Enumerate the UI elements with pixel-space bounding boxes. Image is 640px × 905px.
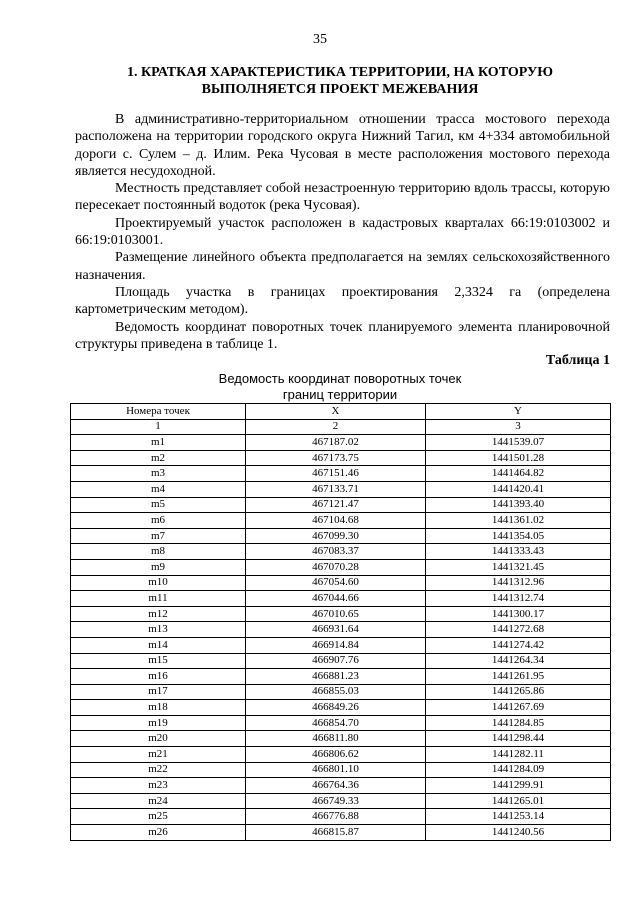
point-number-cell: m24 xyxy=(71,793,246,809)
table-column-numbering-row xyxy=(71,419,611,435)
point-number-cell: m10 xyxy=(71,575,246,591)
column-number-3: 3 xyxy=(426,419,611,435)
point-number-cell: m9 xyxy=(71,559,246,575)
table-row xyxy=(71,747,611,763)
y-coordinate-cell: 1441361.02 xyxy=(426,513,611,529)
x-coordinate-cell: 466881.23 xyxy=(246,669,426,685)
paragraph-land-use: Размещение линейного объекта предполагается на землях сельскохозяйственного назначения. xyxy=(75,250,610,283)
y-coordinate-cell: 1441261.95 xyxy=(426,669,611,685)
table-row xyxy=(71,481,611,497)
table-row xyxy=(71,591,611,607)
y-coordinate-cell: 1441321.45 xyxy=(426,559,611,575)
y-coordinate-cell: 1441272.68 xyxy=(426,622,611,638)
y-coordinate-cell: 1441312.74 xyxy=(426,591,611,607)
x-coordinate-cell: 467010.65 xyxy=(246,606,426,622)
table-row xyxy=(71,809,611,825)
y-coordinate-cell: 1441274.42 xyxy=(426,637,611,653)
x-coordinate-cell: 467151.46 xyxy=(246,466,426,482)
column-number-2: 2 xyxy=(246,419,426,435)
x-coordinate-cell: 467083.37 xyxy=(246,544,426,560)
point-number-cell: m13 xyxy=(71,622,246,638)
header-y: Y xyxy=(426,404,611,420)
coordinates-table xyxy=(70,403,611,841)
point-number-cell: m20 xyxy=(71,731,246,747)
y-coordinate-cell: 1441539.07 xyxy=(426,435,611,451)
table-row xyxy=(71,731,611,747)
table-caption-line-2: границ территории xyxy=(282,386,398,402)
y-coordinate-cell: 1441264.34 xyxy=(426,653,611,669)
paragraph-area: Площадь участка в границах проектирования 2,3324 га (определена картометрическим методом). xyxy=(75,284,610,318)
column-number-1: 1 xyxy=(71,419,246,435)
table-label: Таблица 1 xyxy=(545,353,610,368)
table-row xyxy=(71,466,611,482)
x-coordinate-cell: 466849.26 xyxy=(246,700,426,716)
point-number-cell: m1 xyxy=(71,435,246,451)
point-number-cell: m8 xyxy=(71,544,246,560)
x-coordinate-cell: 467044.66 xyxy=(246,591,426,607)
x-coordinate-cell: 466855.03 xyxy=(246,684,426,700)
y-coordinate-cell: 1441312.96 xyxy=(426,575,611,591)
y-coordinate-cell: 1441333.43 xyxy=(426,544,611,560)
paragraph-terrain: Местность представляет собой незастроенную территорию вдоль трассы, которую пересекает постоянный водоток (река Чусовая). xyxy=(75,181,610,214)
point-number-cell: m4 xyxy=(71,481,246,497)
point-number-cell: m6 xyxy=(71,513,246,529)
x-coordinate-cell: 466907.76 xyxy=(246,653,426,669)
section-heading-line-1: 1. КРАТКАЯ ХАРАКТЕРИСТИКА ТЕРРИТОРИИ, НА КОТОРУЮ xyxy=(127,65,553,80)
point-number-cell: m19 xyxy=(71,715,246,731)
y-coordinate-cell: 1441265.01 xyxy=(426,793,611,809)
table-row xyxy=(71,528,611,544)
point-number-cell: m11 xyxy=(71,591,246,607)
table-row xyxy=(71,762,611,778)
point-number-cell: m12 xyxy=(71,606,246,622)
paragraph-cadastral: Проектируемый участок расположен в кадастровых кварталах 66:19:0103002 и 66:19:0103001. xyxy=(75,215,610,249)
point-number-cell: m17 xyxy=(71,684,246,700)
point-number-cell: m14 xyxy=(71,637,246,653)
table-body xyxy=(71,435,611,840)
point-number-cell: m22 xyxy=(71,762,246,778)
point-number-cell: m16 xyxy=(71,669,246,685)
x-coordinate-cell: 467104.68 xyxy=(246,513,426,529)
x-coordinate-cell: 467099.30 xyxy=(246,528,426,544)
table-row xyxy=(71,435,611,451)
body-text xyxy=(75,111,610,353)
section-heading xyxy=(70,64,610,98)
y-coordinate-cell: 1441253.14 xyxy=(426,809,611,825)
x-coordinate-cell: 466801.10 xyxy=(246,762,426,778)
table-row xyxy=(71,715,611,731)
y-coordinate-cell: 1441300.17 xyxy=(426,606,611,622)
table-row xyxy=(71,559,611,575)
header-point-number: Номера точек xyxy=(71,404,246,420)
table-row xyxy=(71,653,611,669)
y-coordinate-cell: 1441420.41 xyxy=(426,481,611,497)
table-row xyxy=(71,544,611,560)
y-coordinate-cell: 1441501.28 xyxy=(426,450,611,466)
point-number-cell: m7 xyxy=(71,528,246,544)
y-coordinate-cell: 1441267.69 xyxy=(426,700,611,716)
x-coordinate-cell: 466806.62 xyxy=(246,747,426,763)
paragraph-location: В административно-территориальном отношении трасса мостового перехода расположена на территории городского округа Нижний Тагил, км 4+334 автомобильной дороги с. Сулем – д. Илим. Река Чусовая в месте расположения мостового перехода является несудоходной. xyxy=(75,112,610,179)
table-row xyxy=(71,450,611,466)
y-coordinate-cell: 1441393.40 xyxy=(426,497,611,513)
table-caption xyxy=(70,371,610,402)
point-number-cell: m15 xyxy=(71,653,246,669)
table-header-row xyxy=(71,404,611,420)
x-coordinate-cell: 467054.60 xyxy=(246,575,426,591)
y-coordinate-cell: 1441282.11 xyxy=(426,747,611,763)
point-number-cell: m26 xyxy=(71,825,246,841)
y-coordinate-cell: 1441298.44 xyxy=(426,731,611,747)
table-row xyxy=(71,513,611,529)
point-number-cell: m25 xyxy=(71,809,246,825)
table-row xyxy=(71,684,611,700)
paragraph-table-reference: Ведомость координат поворотных точек планируемого элемента планировочной структуры приведена в таблице 1. xyxy=(75,319,610,352)
x-coordinate-cell: 466815.87 xyxy=(246,825,426,841)
y-coordinate-cell: 1441284.09 xyxy=(426,762,611,778)
y-coordinate-cell: 1441284.85 xyxy=(426,715,611,731)
page-number: 35 xyxy=(313,32,327,47)
section-heading-line-2: ВЫПОЛНЯЕТСЯ ПРОЕКТ МЕЖЕВАНИЯ xyxy=(201,82,479,97)
x-coordinate-cell: 466931.64 xyxy=(246,622,426,638)
x-coordinate-cell: 466914.84 xyxy=(246,637,426,653)
header-x: X xyxy=(246,404,426,420)
y-coordinate-cell: 1441299.91 xyxy=(426,778,611,794)
y-coordinate-cell: 1441265.86 xyxy=(426,684,611,700)
point-number-cell: m21 xyxy=(71,747,246,763)
table-row xyxy=(71,793,611,809)
x-coordinate-cell: 466854.70 xyxy=(246,715,426,731)
table-row xyxy=(71,669,611,685)
table-row xyxy=(71,622,611,638)
table-row xyxy=(71,637,611,653)
x-coordinate-cell: 467070.28 xyxy=(246,559,426,575)
table-row xyxy=(71,825,611,841)
point-number-cell: m5 xyxy=(71,497,246,513)
x-coordinate-cell: 466776.88 xyxy=(246,809,426,825)
x-coordinate-cell: 467173.75 xyxy=(246,450,426,466)
point-number-cell: m3 xyxy=(71,466,246,482)
y-coordinate-cell: 1441354.05 xyxy=(426,528,611,544)
table-caption-line-1: Ведомость координат поворотных точек xyxy=(218,371,462,386)
x-coordinate-cell: 467187.02 xyxy=(246,435,426,451)
y-coordinate-cell: 1441240.56 xyxy=(426,825,611,841)
x-coordinate-cell: 466749.33 xyxy=(246,793,426,809)
point-number-cell: m18 xyxy=(71,700,246,716)
table-row xyxy=(71,575,611,591)
x-coordinate-cell: 467121.47 xyxy=(246,497,426,513)
point-number-cell: m23 xyxy=(71,778,246,794)
x-coordinate-cell: 466811.80 xyxy=(246,731,426,747)
point-number-cell: m2 xyxy=(71,450,246,466)
table-row xyxy=(71,606,611,622)
table-row xyxy=(71,778,611,794)
y-coordinate-cell: 1441464.82 xyxy=(426,466,611,482)
table-row xyxy=(71,497,611,513)
x-coordinate-cell: 466764.36 xyxy=(246,778,426,794)
x-coordinate-cell: 467133.71 xyxy=(246,481,426,497)
table-row xyxy=(71,700,611,716)
